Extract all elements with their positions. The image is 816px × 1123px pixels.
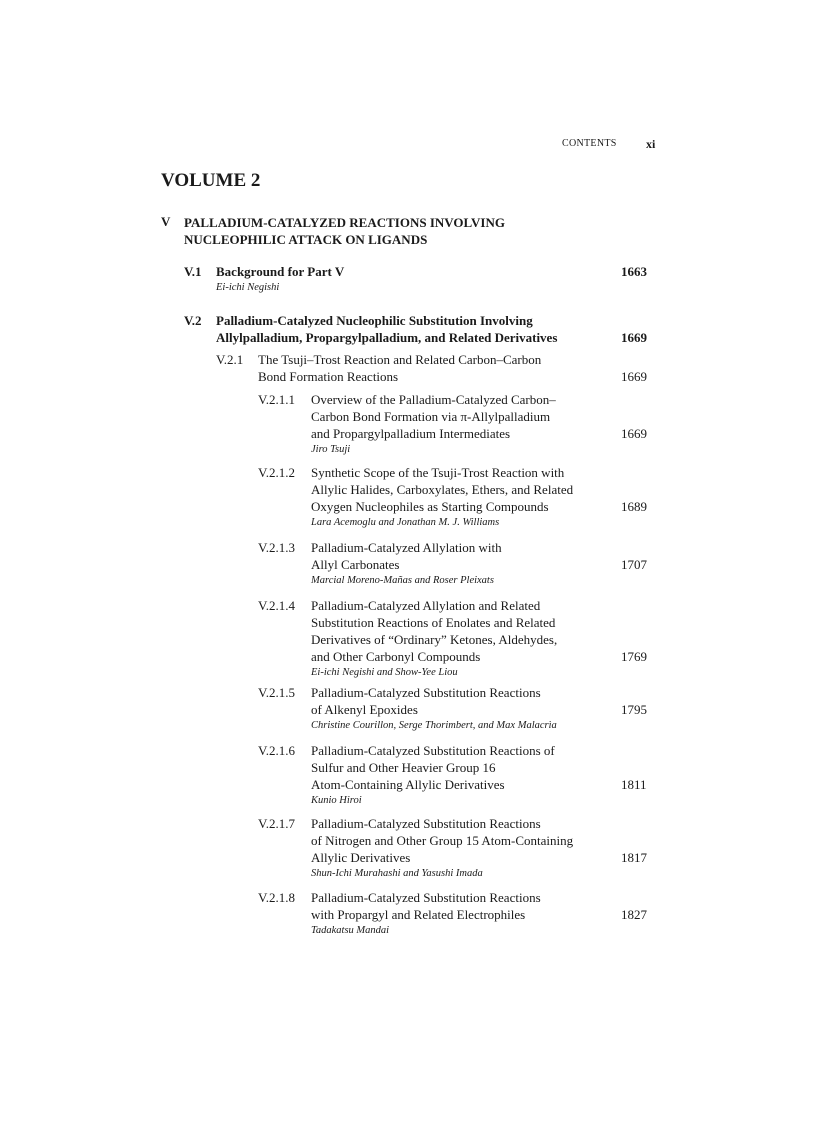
title-line: of Alkenyl Epoxides [311,702,418,717]
section-author: Jiro Tsuji [311,444,351,455]
title-line: Substitution Reactions of Enolates and Related [311,615,556,630]
title-line: Overview of the Palladium-Catalyzed Carbon– [311,392,556,407]
section-number: V.2.1.2 [258,465,295,480]
section-author: Ei-ichi Negishi and Show-Yee Liou [311,667,458,678]
title-line: Bond Formation Reactions [258,369,399,384]
section-title [311,815,611,882]
title-line: Synthetic Scope of the Tsuji-Trost Reaction with [311,465,565,480]
page-number: 1811 [621,777,647,792]
part-title [184,214,505,248]
title-line: Derivatives of “Ordinary” Ketones, Aldehydes, [311,632,558,647]
page-number: 1817 [621,850,647,865]
title-line: Palladium-Catalyzed Allylation and Related [311,598,541,613]
section-title [311,597,611,681]
section-title [311,464,611,531]
title-line: Allyl Carbonates [311,557,400,572]
section-number: V.2.1.8 [258,890,295,905]
section-title [311,684,621,734]
page-number: 1769 [621,649,647,664]
section-author: Tadakatsu Mandai [311,925,390,936]
section-title: Background for Part V [216,264,345,279]
section-number: V.2.1.1 [258,392,295,407]
section-author: Marcial Moreno-Mañas and Roser Pleixats [311,575,494,586]
title-line: Oxygen Nucleophiles as Starting Compounds [311,499,549,514]
title-line: Palladium-Catalyzed Substitution Reactions of [311,743,555,758]
volume-title: VOLUME 2 [161,170,261,191]
title-line: Allylic Halides, Carboxylates, Ethers, and Related [311,482,574,497]
page-number: 1663 [621,264,647,279]
section-number: V.2.1.4 [258,598,295,613]
title-line: and Other Carbonyl Compounds [311,649,481,664]
title-line: Palladium-Catalyzed Substitution Reactions [311,816,541,831]
section-title [216,312,616,346]
section-title [311,889,611,939]
section-title [311,391,611,458]
title-line: Atom-Containing Allylic Derivatives [311,777,505,792]
page-number: 1669 [621,426,647,441]
section-title [311,539,611,589]
title-line: Sulfur and Other Heavier Group 16 [311,760,496,775]
section-author: Shun-Ichi Murahashi and Yasushi Imada [311,868,483,879]
page-number: 1689 [621,499,647,514]
section-title [311,742,611,809]
title-line: Carbon Bond Formation via π-Allylpalladium [311,409,551,424]
title-line: and Propargylpalladium Intermediates [311,426,511,441]
title-line: Allylic Derivatives [311,850,411,865]
section-author: Christine Courillon, Serge Thorimbert, and Max Malacrìa [311,720,557,731]
page-number: 1669 [621,369,647,384]
title-line: with Propargyl and Related Electrophiles [311,907,526,922]
title-line: Palladium-Catalyzed Nucleophilic Substitution Involving [216,313,533,328]
running-head: CONTENTS [562,138,617,149]
section-number: V.2.1.3 [258,540,295,555]
page-number: 1669 [621,330,647,345]
part-title-line: NUCLEOPHILIC ATTACK ON LIGANDS [184,232,428,247]
section-number: V.2.1 [216,352,244,367]
title-line: The Tsuji–Trost Reaction and Related Carbon–Carbon [258,352,542,367]
part-number: V [161,214,171,229]
title-line: Allylpalladium, Propargylpalladium, and Related Derivatives [216,330,558,345]
section-title [258,351,613,385]
page-number: 1827 [621,907,647,922]
page-folio: xi [646,137,656,151]
title-line: Palladium-Catalyzed Substitution Reactions [311,890,541,905]
title-line: Palladium-Catalyzed Substitution Reactions [311,685,541,700]
section-author: Kunio Hiroi [311,795,362,806]
page-number: 1795 [621,702,647,717]
section-number: V.2 [184,313,202,328]
part-title-line: PALLADIUM-CATALYZED REACTIONS INVOLVING [184,215,505,230]
title-line: of Nitrogen and Other Group 15 Atom-Containing [311,833,574,848]
section-author: Lara Acemoglu and Jonathan M. J. Williams [311,517,500,528]
section-number: V.2.1.7 [258,816,295,831]
title-line: Palladium-Catalyzed Allylation with [311,540,502,555]
section-number: V.2.1.5 [258,685,295,700]
page-number: 1707 [621,557,647,572]
section-author: Ei-ichi Negishi [216,282,280,293]
section-number: V.2.1.6 [258,743,295,758]
section-number: V.1 [184,264,202,279]
